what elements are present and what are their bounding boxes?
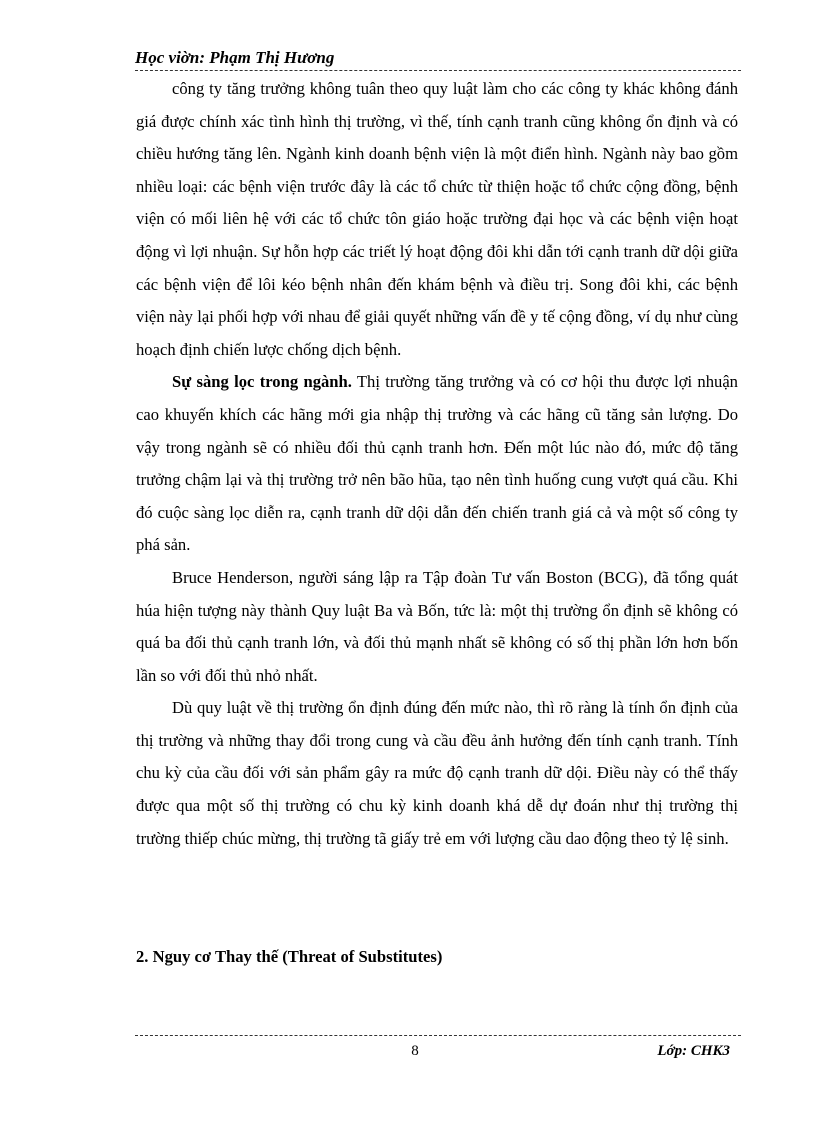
paragraph-shakeout-text: Thị trường tăng trưởng và có cơ hội thu được lợi nhuận cao khuyến khích các hãng mới gia nhập thị trường và các hãng cũ tăng sản lượng. Do vậy trong ngành sẽ có nhiều đối thủ cạnh tranh hơn. Đến một lúc nào đó, mức độ tăng trưởng chậm lại và thị trường trở nên bão hũa, tạo nên tình huống cung vượt quá cầu. Khi đó cuộc sàng lọc diễn ra, cạnh tranh dữ dội dẫn đến chiến tranh giá cả và một số công ty phá sản. xyxy=(136,372,738,555)
document-body xyxy=(136,73,738,855)
section-heading: 2. Nguy cơ Thay thế (Threat of Substitutes) xyxy=(136,947,443,966)
class-label: Lớp: CHK3 xyxy=(657,1043,730,1059)
paragraph-lead-heading: Sự sàng lọc trong ngành. xyxy=(172,372,352,392)
footer-divider xyxy=(135,1035,741,1036)
paragraph-hospital-industry: công ty tăng trưởng không tuân theo quy luật làm cho các công ty khác không đánh giá được chính xác tình hình thị trường, vì thế, tính cạnh tranh cũng không ổn định và có chiều hướng tăng lên. Ngành kinh doanh bệnh viện là một điển hình. Ngành này bao gồm nhiều loại: các bệnh viện trước đây là các tổ chức từ thiện hoặc tổ chức cộng đồng, bệnh viện có mối liên hệ với các tổ chức tôn giáo hoặc trường đại học và các bệnh viện hoạt động vì lợi nhuận. Sự hỗn hợp các triết lý hoạt động đôi khi dẫn tới cạnh tranh dữ dội giữa các bệnh viện để lôi kéo bệnh nhân đến khám bệnh và điều trị. Song đôi khi, các bệnh viện này lại phối hợp với nhau để giải quyết những vấn đề y tế cộng đồng, ví dụ như cùng hoạch định chiến lược chống dịch bệnh. xyxy=(136,79,738,359)
paragraph-industry-shakeout xyxy=(136,366,738,562)
paragraph-bruce-henderson: Bruce Henderson, người sáng lập ra Tập đoàn Tư vấn Boston (BCG), đã tổng quát húa hiện tượng này thành Quy luật Ba và Bốn, tức là: một thị trường ổn định sẽ không có quá ba đối thủ cạnh tranh lớn, và đối thủ mạnh nhất sẽ không có số thị phần lớn hơn bốn lần so với đối thủ nhỏ nhất. xyxy=(136,567,738,685)
page-number: 8 xyxy=(411,1043,419,1059)
page-header xyxy=(135,46,741,71)
header-title: Học viờn: Phạm Thị Hương xyxy=(135,48,335,67)
paragraph-market-stability: Dù quy luật về thị trường ổn định đúng đến mức nào, thì rõ ràng là tính ổn định của thị trường và những thay đổi trong cung và cầu đều ảnh hưởng đến tính cạnh tranh. Tính chu kỳ của cầu đối với sản phẩm gây ra mức độ cạnh tranh dữ dội. Điều này có thể thấy được qua một số thị trường có chu kỳ kinh doanh khá dễ dự đoán như thị trường thị trường thiếp chúc mừng, thị trường tã giấy trẻ em với lượng cầu dao động theo tỷ lệ sinh. xyxy=(136,698,738,848)
